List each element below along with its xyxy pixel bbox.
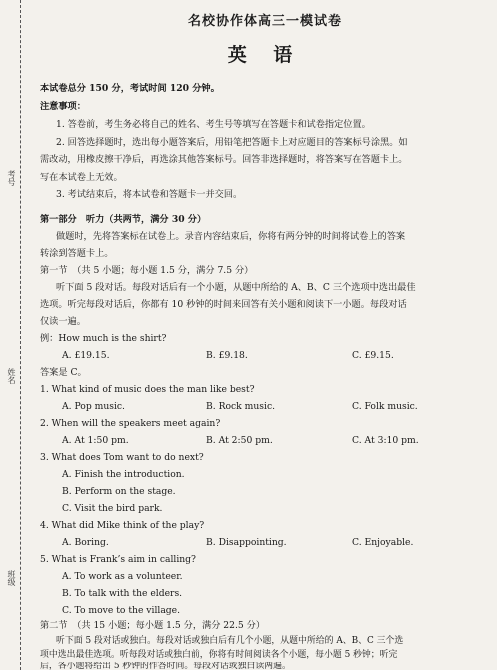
binding-label-exam-no: 考号 (7, 170, 16, 186)
part1-instruction: 做题时，先将答案标在试卷上。录音内容结束后，你将有两分钟的时间将试卷上的答案 (56, 231, 406, 242)
question-stem: 4. What did Mike think of the play? (40, 520, 205, 531)
question-stem: 3. What does Tom want to do next? (40, 452, 204, 463)
question-option: B. Perform on the stage. (62, 486, 176, 497)
question-option: A. To work as a volunteer. (62, 571, 183, 582)
section1-instruction: 仅读一遍。 (40, 316, 86, 327)
score-time-line: 本试卷总分 150 分，考试时间 120 分钟。 (40, 83, 220, 94)
section1-title: 第一节 （共 5 小题；每小题 1.5 分，满分 7.5 分） (40, 265, 254, 276)
part1-instruction: 转涂到答题卡上。 (40, 248, 114, 259)
question-option: C. At 3:10 pm. (352, 435, 419, 446)
section2-instruction: 项中选出最佳选项。听每段对话或独白前，你将有时间阅读各个小题，每小题 5 秒钟；听完 (40, 650, 398, 660)
notice-item: 需改动，用橡皮擦干净后，再选涂其他答案标号。回答非选择题时，将答案写在答题卡上。 (40, 154, 408, 165)
example-question: 例：How much is the shirt? (40, 333, 167, 344)
subject-title: 英 语 (227, 44, 303, 66)
notice-item: 1. 答卷前，考生务必将自己的姓名、考生号等填写在答题卡和试卷指定位置。 (56, 119, 371, 130)
section2-title: 第二节 （共 15 小题；每小题 1.5 分，满分 22.5 分） (40, 620, 266, 631)
binding-label-name: 姓名 (7, 368, 16, 384)
question-stem: 2. When will the speakers meet again? (40, 418, 221, 429)
section1-instruction: 选项。听完每段对话后，你都有 10 秒钟的时间来回答有关小题和阅读下一小题。每段对话 (40, 299, 407, 310)
part1-title: 第一部分 听力（共两节，满分 30 分） (40, 214, 207, 225)
question-stem: 5. What is Frank’s aim in calling? (40, 554, 196, 565)
question-option: C. Folk music. (352, 401, 418, 412)
question-option: A. Finish the introduction. (62, 469, 185, 480)
example-answer: 答案是 C。 (40, 367, 87, 378)
question-stem: 1. What kind of music does the man like best? (40, 384, 255, 395)
question-option: C. Visit the bird park. (62, 503, 163, 514)
section2-instruction: 后，各小题将给出 5 秒钟的作答时间。每段对话或独白读两遍。 (40, 662, 291, 670)
section2-instruction: 听下面 5 段对话或独白。每段对话或独白后有几个小题，从题中所给的 A、B、C 三个选 (56, 636, 404, 646)
example-option-c: C. £9.15. (352, 350, 394, 361)
notice-item: 3. 考试结束后，将本试卷和答题卡一并交回。 (56, 189, 243, 200)
question-option: A. Pop music. (62, 401, 125, 412)
question-option: C. Enjoyable. (352, 537, 414, 548)
exam-title: 名校协作体高三一模试卷 (187, 14, 342, 29)
question-option: B. Disappointing. (206, 537, 287, 548)
question-option: B. Rock music. (206, 401, 276, 412)
notice-item: 2. 回答选择题时，选出每小题答案后，用铅笔把答题卡上对应题目的答案标号涂黑。如 (56, 137, 408, 148)
example-option-b: B. £9.18. (206, 350, 248, 361)
example-option-a: A. £19.15. (62, 350, 110, 361)
question-option: A. Boring. (62, 537, 109, 548)
question-option: C. To move to the village. (62, 605, 181, 616)
notice-title: 注意事项： (40, 101, 86, 112)
binding-margin (0, 0, 30, 670)
binding-label-class: 班级 (7, 570, 16, 586)
question-option: B. At 2:50 pm. (206, 435, 273, 446)
binding-line (20, 0, 21, 670)
question-option: A. At 1:50 pm. (62, 435, 129, 446)
notice-item: 写在本试卷上无效。 (40, 172, 123, 183)
section1-instruction: 听下面 5 段对话。每段对话后有一个小题，从题中所给的 A、B、C 三个选项中选出最佳 (56, 282, 416, 293)
question-option: B. To talk with the elders. (62, 588, 183, 599)
